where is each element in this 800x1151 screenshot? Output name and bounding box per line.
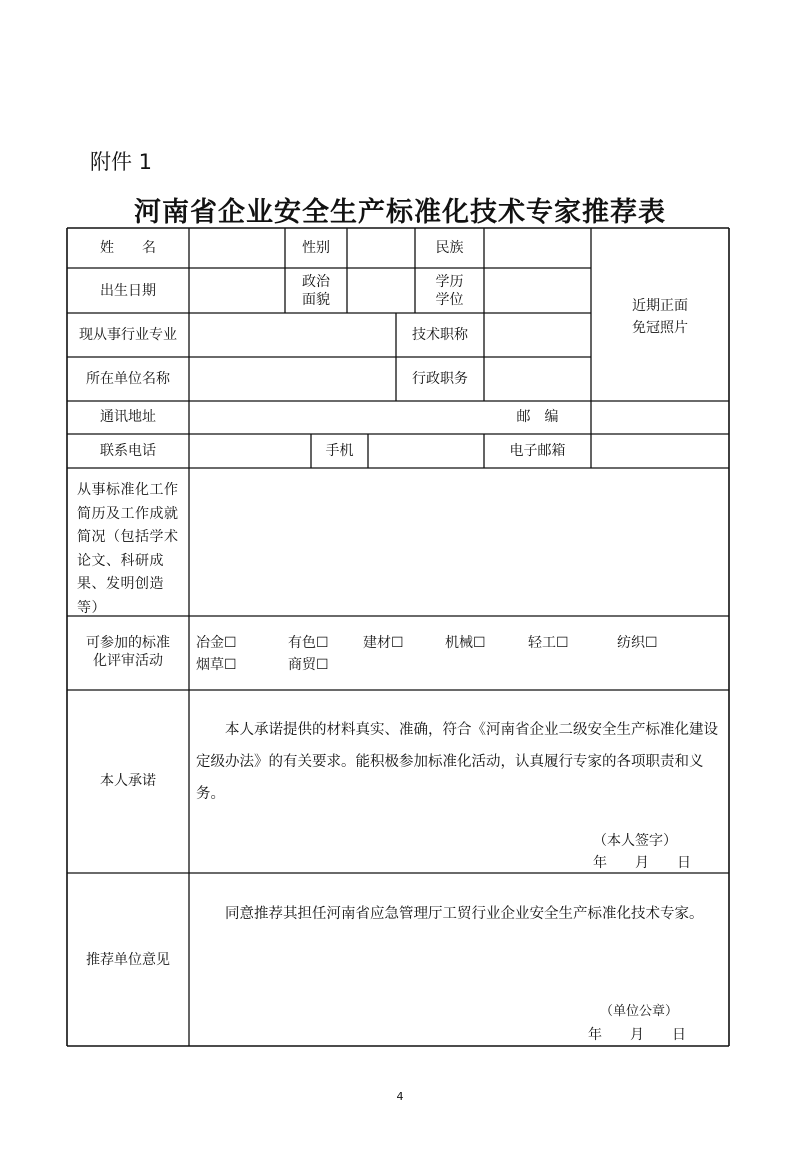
pledge-text: 本人承诺提供的材料真实、准确，符合《河南省企业二级安全生产标准化建设定级办法》的有关要求。能积极参加标准化活动，认真履行专家的各项职责和义务。: [196, 722, 718, 802]
pledge-date: 年 月 日: [593, 855, 691, 871]
recommend-label: 推荐单位意见: [86, 952, 170, 968]
address-label: 通讯地址: [100, 409, 156, 425]
phone-label: 联系电话: [100, 443, 156, 459]
activity-light-industry[interactable]: 轻工☐: [528, 635, 569, 651]
activity-tobacco[interactable]: 烟草☐: [196, 657, 237, 673]
political-line2: 面貌: [302, 292, 330, 308]
activity-commerce[interactable]: 商贸☐: [288, 657, 329, 673]
activity-metallurgy[interactable]: 冶金☐: [196, 635, 237, 651]
tech-title-label: 技术职称: [412, 327, 468, 343]
profession-label: 现从事行业专业: [79, 327, 177, 343]
recommend-text: 同意推荐其担任河南省应急管理厅工贸行业企业安全生产标准化技术专家。: [225, 906, 704, 922]
photo-label: [591, 297, 729, 337]
education-line1: 学历: [435, 274, 464, 290]
pledge-signature: （本人签字）: [593, 833, 677, 849]
recommend-seal: （单位公章）: [600, 1004, 679, 1019]
ethnicity-label: 民族: [435, 240, 464, 256]
admin-post-label: 行政职务: [412, 371, 468, 387]
birth-date-label: 出生日期: [100, 283, 156, 299]
experience-label: 从事标准化工作简历及工作成就简况（包括学术论文、科研成果、发明创造等）: [77, 482, 179, 616]
activity-nonferrous[interactable]: 有色☐: [288, 635, 329, 651]
attachment-label: 附件 1: [90, 150, 153, 174]
political-status-label: [285, 273, 347, 309]
political-line1: 政治: [302, 274, 330, 290]
name-label: 姓 名: [100, 240, 156, 256]
unit-name-label: 所在单位名称: [86, 371, 170, 387]
email-label: 电子邮箱: [509, 443, 566, 459]
photo-label-line1: 近期正面: [632, 298, 688, 314]
activity-machinery[interactable]: 机械☐: [445, 635, 486, 651]
activities-label-line1: 可参加的标准: [86, 635, 170, 651]
activity-textile[interactable]: 纺织☐: [617, 635, 658, 651]
activities-label: [67, 634, 189, 670]
gender-label: 性别: [302, 240, 330, 256]
education-line2: 学位: [435, 292, 464, 308]
recommend-date: 年 月 日: [588, 1027, 686, 1043]
postcode-label: 邮 编: [516, 409, 559, 425]
education-label: [415, 273, 484, 309]
page-number: 4: [396, 1090, 404, 1103]
pledge-label: 本人承诺: [100, 773, 156, 789]
activities-label-line2: 化评审活动: [93, 653, 163, 669]
form-title: 河南省企业安全生产标准化技术专家推荐表: [134, 197, 666, 228]
mobile-label: 手机: [325, 443, 354, 459]
activity-building-materials[interactable]: 建材☐: [363, 635, 404, 651]
photo-label-line2: 免冠照片: [632, 320, 688, 336]
